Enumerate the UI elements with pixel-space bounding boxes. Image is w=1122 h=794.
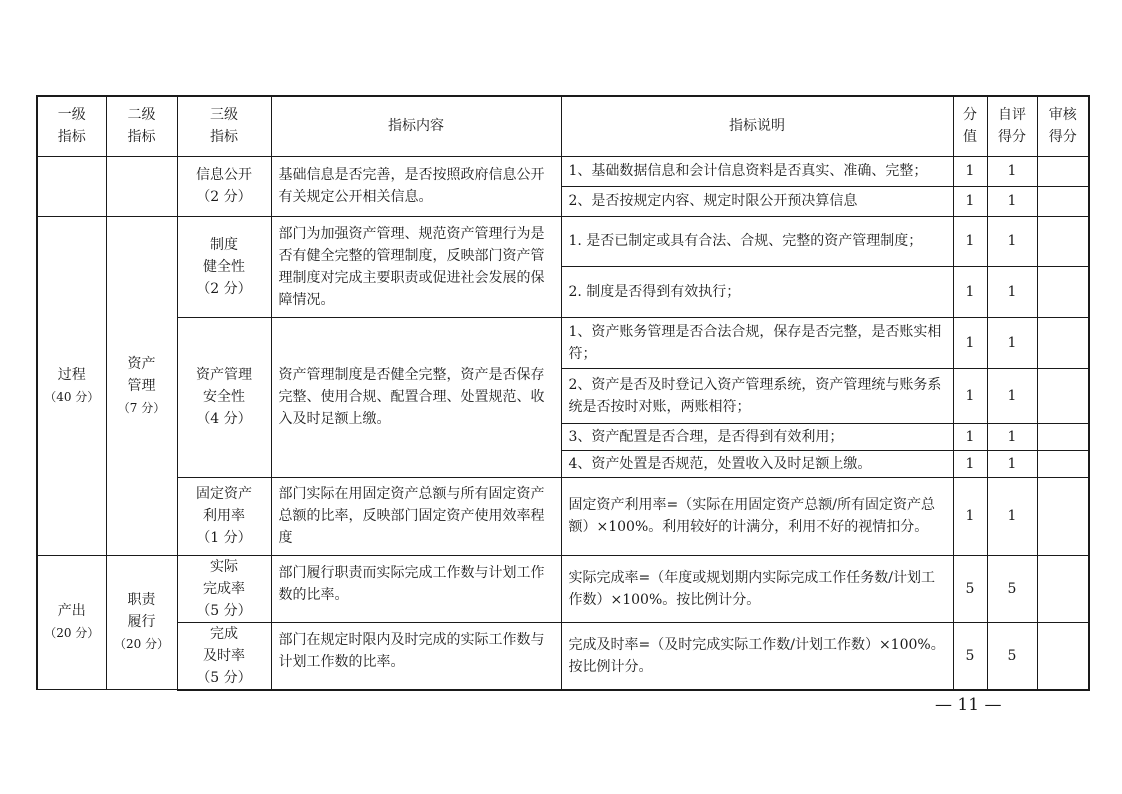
header-content-text: 指标内容 (388, 118, 444, 135)
level2-blank-cell (106, 156, 177, 216)
score-cell (953, 450, 987, 477)
level3-points: （5 分） (196, 602, 252, 619)
self-score-value: 1 (1007, 334, 1017, 351)
level3-points: （4 分） (196, 411, 252, 427)
self-score-value: 1 (1007, 428, 1017, 445)
level3-name: 固定资产 利用率 (196, 486, 252, 524)
self-score-cell (987, 423, 1037, 450)
self-score-value: 1 (1007, 163, 1017, 179)
table-row (37, 216, 1089, 266)
content-text: 部门在规定时限内及时完成的实际工作数与计划工作数的比率。 (278, 631, 545, 670)
self-score-value: 5 (1007, 647, 1017, 664)
self-score-cell (987, 156, 1037, 186)
score-value: 1 (965, 387, 975, 404)
description-cell (561, 156, 953, 186)
content-cell (271, 216, 561, 317)
audit-score-cell (1037, 266, 1089, 317)
audit-score-cell (1037, 368, 1089, 423)
level2-points: （20 分） (113, 637, 170, 652)
level1-points: （20 分） (44, 626, 100, 641)
audit-score-cell (1037, 423, 1089, 450)
content-text: 基础信息是否完善，是否按照政府信息公开有关规定公开相关信息。 (278, 167, 545, 205)
self-score-cell (987, 450, 1037, 477)
score-cell (953, 477, 987, 555)
description-text: 4、资产处置是否规范，处置收入及时足额上缴。 (568, 455, 872, 472)
table-row (37, 555, 1089, 622)
level2-points: （7 分） (117, 400, 166, 415)
page-number: — 11 — (935, 695, 1002, 715)
header-level2-text: 二级 指标 (127, 107, 156, 146)
level3-points: （1 分） (196, 530, 252, 546)
description-text: 1、资产账务管理是否合法合规，保存是否完整，是否账实相符； (568, 323, 942, 362)
description-text: 2、资产是否及时登记入资产管理系统，资产管理统与账务系统是否按时对账，两账相符； (568, 376, 942, 415)
level2-name: 职责 履行 (127, 592, 156, 631)
evaluation-table (36, 95, 1090, 691)
score-value: 1 (965, 193, 975, 209)
level3-points: （2 分） (196, 280, 252, 297)
score-value: 5 (965, 647, 975, 664)
description-cell (561, 186, 953, 216)
level3-asset-security (177, 317, 271, 477)
description-text: 2、是否按规定内容、规定时限公开预决算信息 (568, 193, 858, 209)
self-score-value: 1 (1007, 233, 1017, 249)
level2-name: 资产 管理 (127, 355, 156, 394)
description-cell (561, 368, 953, 423)
self-score-cell (987, 266, 1037, 317)
content-text: 部门实际在用固定资产总额与所有固定资产总额的比率，反映部门固定资产使用效率程度 (278, 486, 545, 546)
score-value: 1 (965, 428, 975, 445)
level2-duty (106, 555, 177, 690)
table-row (37, 622, 1089, 690)
content-cell (271, 317, 561, 477)
score-cell (953, 156, 987, 186)
self-score-cell (987, 216, 1037, 266)
header-description-text: 指标说明 (729, 118, 785, 135)
level1-name: 产出 (57, 603, 86, 620)
header-level2 (106, 96, 177, 156)
description-cell (561, 450, 953, 477)
score-value: 5 (965, 580, 975, 597)
score-cell (953, 622, 987, 690)
audit-score-cell (1037, 186, 1089, 216)
header-description (561, 96, 953, 156)
table-row (37, 317, 1089, 368)
score-value: 1 (965, 233, 975, 249)
content-cell (271, 555, 561, 622)
audit-score-cell (1037, 622, 1089, 690)
level1-name: 过程 (57, 366, 86, 383)
score-cell (953, 317, 987, 368)
content-text: 部门履行职责而实际完成工作数与计划工作数的比率。 (278, 564, 545, 603)
content-text: 部门为加强资产管理、规范资产管理行为是否有健全完整的管理制度，反映部门资产管理制度对完成主要职责或促进社会发展的保障情况。 (278, 225, 545, 308)
level3-name: 信息公开 (196, 167, 252, 183)
score-cell (953, 555, 987, 622)
self-score-cell (987, 186, 1037, 216)
score-value: 1 (965, 163, 975, 179)
description-text: 完成及时率=（及时完成实际工作数/计划工作数）×100%。按比例计分。 (568, 636, 945, 675)
self-score-value: 1 (1007, 283, 1017, 300)
level3-timely-rate (177, 622, 271, 690)
score-value: 1 (965, 334, 975, 351)
level3-name: 实际 完成率 (203, 558, 245, 597)
table-row (37, 156, 1089, 186)
header-self-score-text: 自评 得分 (998, 107, 1026, 146)
score-cell (953, 423, 987, 450)
header-level1 (37, 96, 106, 156)
self-score-value: 1 (1007, 387, 1017, 404)
description-cell (561, 423, 953, 450)
description-text: 1. 是否已制定或具有合法、合规、完整的资产管理制度； (568, 233, 923, 249)
score-cell (953, 266, 987, 317)
self-score-cell (987, 622, 1037, 690)
self-score-cell (987, 477, 1037, 555)
level3-info-public (177, 156, 271, 216)
header-score (953, 96, 987, 156)
description-text: 1、基础数据信息和会计信息资料是否真实、准确、完整； (568, 163, 928, 179)
level3-points: （5 分） (196, 669, 252, 686)
self-score-value: 5 (1007, 580, 1017, 597)
self-score-value: 1 (1007, 193, 1017, 209)
audit-score-cell (1037, 477, 1089, 555)
description-cell (561, 317, 953, 368)
level2-asset-mgmt (106, 216, 177, 555)
level1-blank-cell (37, 156, 106, 216)
header-content (271, 96, 561, 156)
evaluation-table-sheet (36, 95, 1088, 691)
content-cell (271, 477, 561, 555)
description-cell (561, 266, 953, 317)
audit-score-cell (1037, 450, 1089, 477)
description-text: 实际完成率=（年度或规划期内实际完成工作任务数/计划工作数）×100%。按比例计分。 (568, 569, 935, 608)
level1-points: （40 分） (44, 389, 100, 404)
score-value: 1 (965, 283, 975, 300)
content-text: 资产管理制度是否健全完整，资产是否保存完整、使用合规、配置合理、处置规范、收入及时足额上缴。 (278, 367, 545, 427)
content-cell (271, 156, 561, 216)
description-cell (561, 622, 953, 690)
score-value: 1 (965, 455, 975, 472)
header-audit-score (1037, 96, 1089, 156)
header-level1-text: 一级 指标 (57, 107, 86, 146)
level1-process (37, 216, 106, 555)
level3-fixed-asset (177, 477, 271, 555)
description-cell (561, 216, 953, 266)
description-text: 3、资产配置是否合理，是否得到有效利用； (568, 428, 844, 445)
self-score-cell (987, 368, 1037, 423)
header-score-text: 分 值 (963, 107, 977, 146)
level3-completion-rate (177, 555, 271, 622)
description-text: 2. 制度是否得到有效执行； (568, 283, 741, 300)
level3-system-complete (177, 216, 271, 317)
header-level3 (177, 96, 271, 156)
self-score-value: 1 (1007, 455, 1017, 472)
score-value: 1 (965, 508, 975, 524)
level1-output (37, 555, 106, 690)
audit-score-cell (1037, 216, 1089, 266)
table-row (37, 477, 1089, 555)
audit-score-cell (1037, 156, 1089, 186)
level3-points: （2 分） (196, 189, 252, 205)
self-score-cell (987, 317, 1037, 368)
audit-score-cell (1037, 555, 1089, 622)
content-cell (271, 622, 561, 690)
score-cell (953, 216, 987, 266)
level3-name: 资产管理 安全性 (196, 367, 252, 405)
self-score-cell (987, 555, 1037, 622)
description-text: 固定资产利用率=（实际在用固定资产总额/所有固定资产总额）×100%。利用较好的计满分，利用不好的视情扣分。 (568, 497, 935, 535)
header-audit-score-text: 审核 得分 (1048, 107, 1077, 146)
level3-name: 完成 及时率 (203, 625, 245, 664)
score-cell (953, 186, 987, 216)
audit-score-cell (1037, 317, 1089, 368)
header-self-score (987, 96, 1037, 156)
description-cell (561, 477, 953, 555)
header-level3-text: 三级 指标 (210, 107, 238, 146)
header-row (37, 96, 1089, 156)
score-cell (953, 368, 987, 423)
self-score-value: 1 (1007, 508, 1017, 524)
description-cell (561, 555, 953, 622)
level3-name: 制度 健全性 (203, 236, 245, 275)
